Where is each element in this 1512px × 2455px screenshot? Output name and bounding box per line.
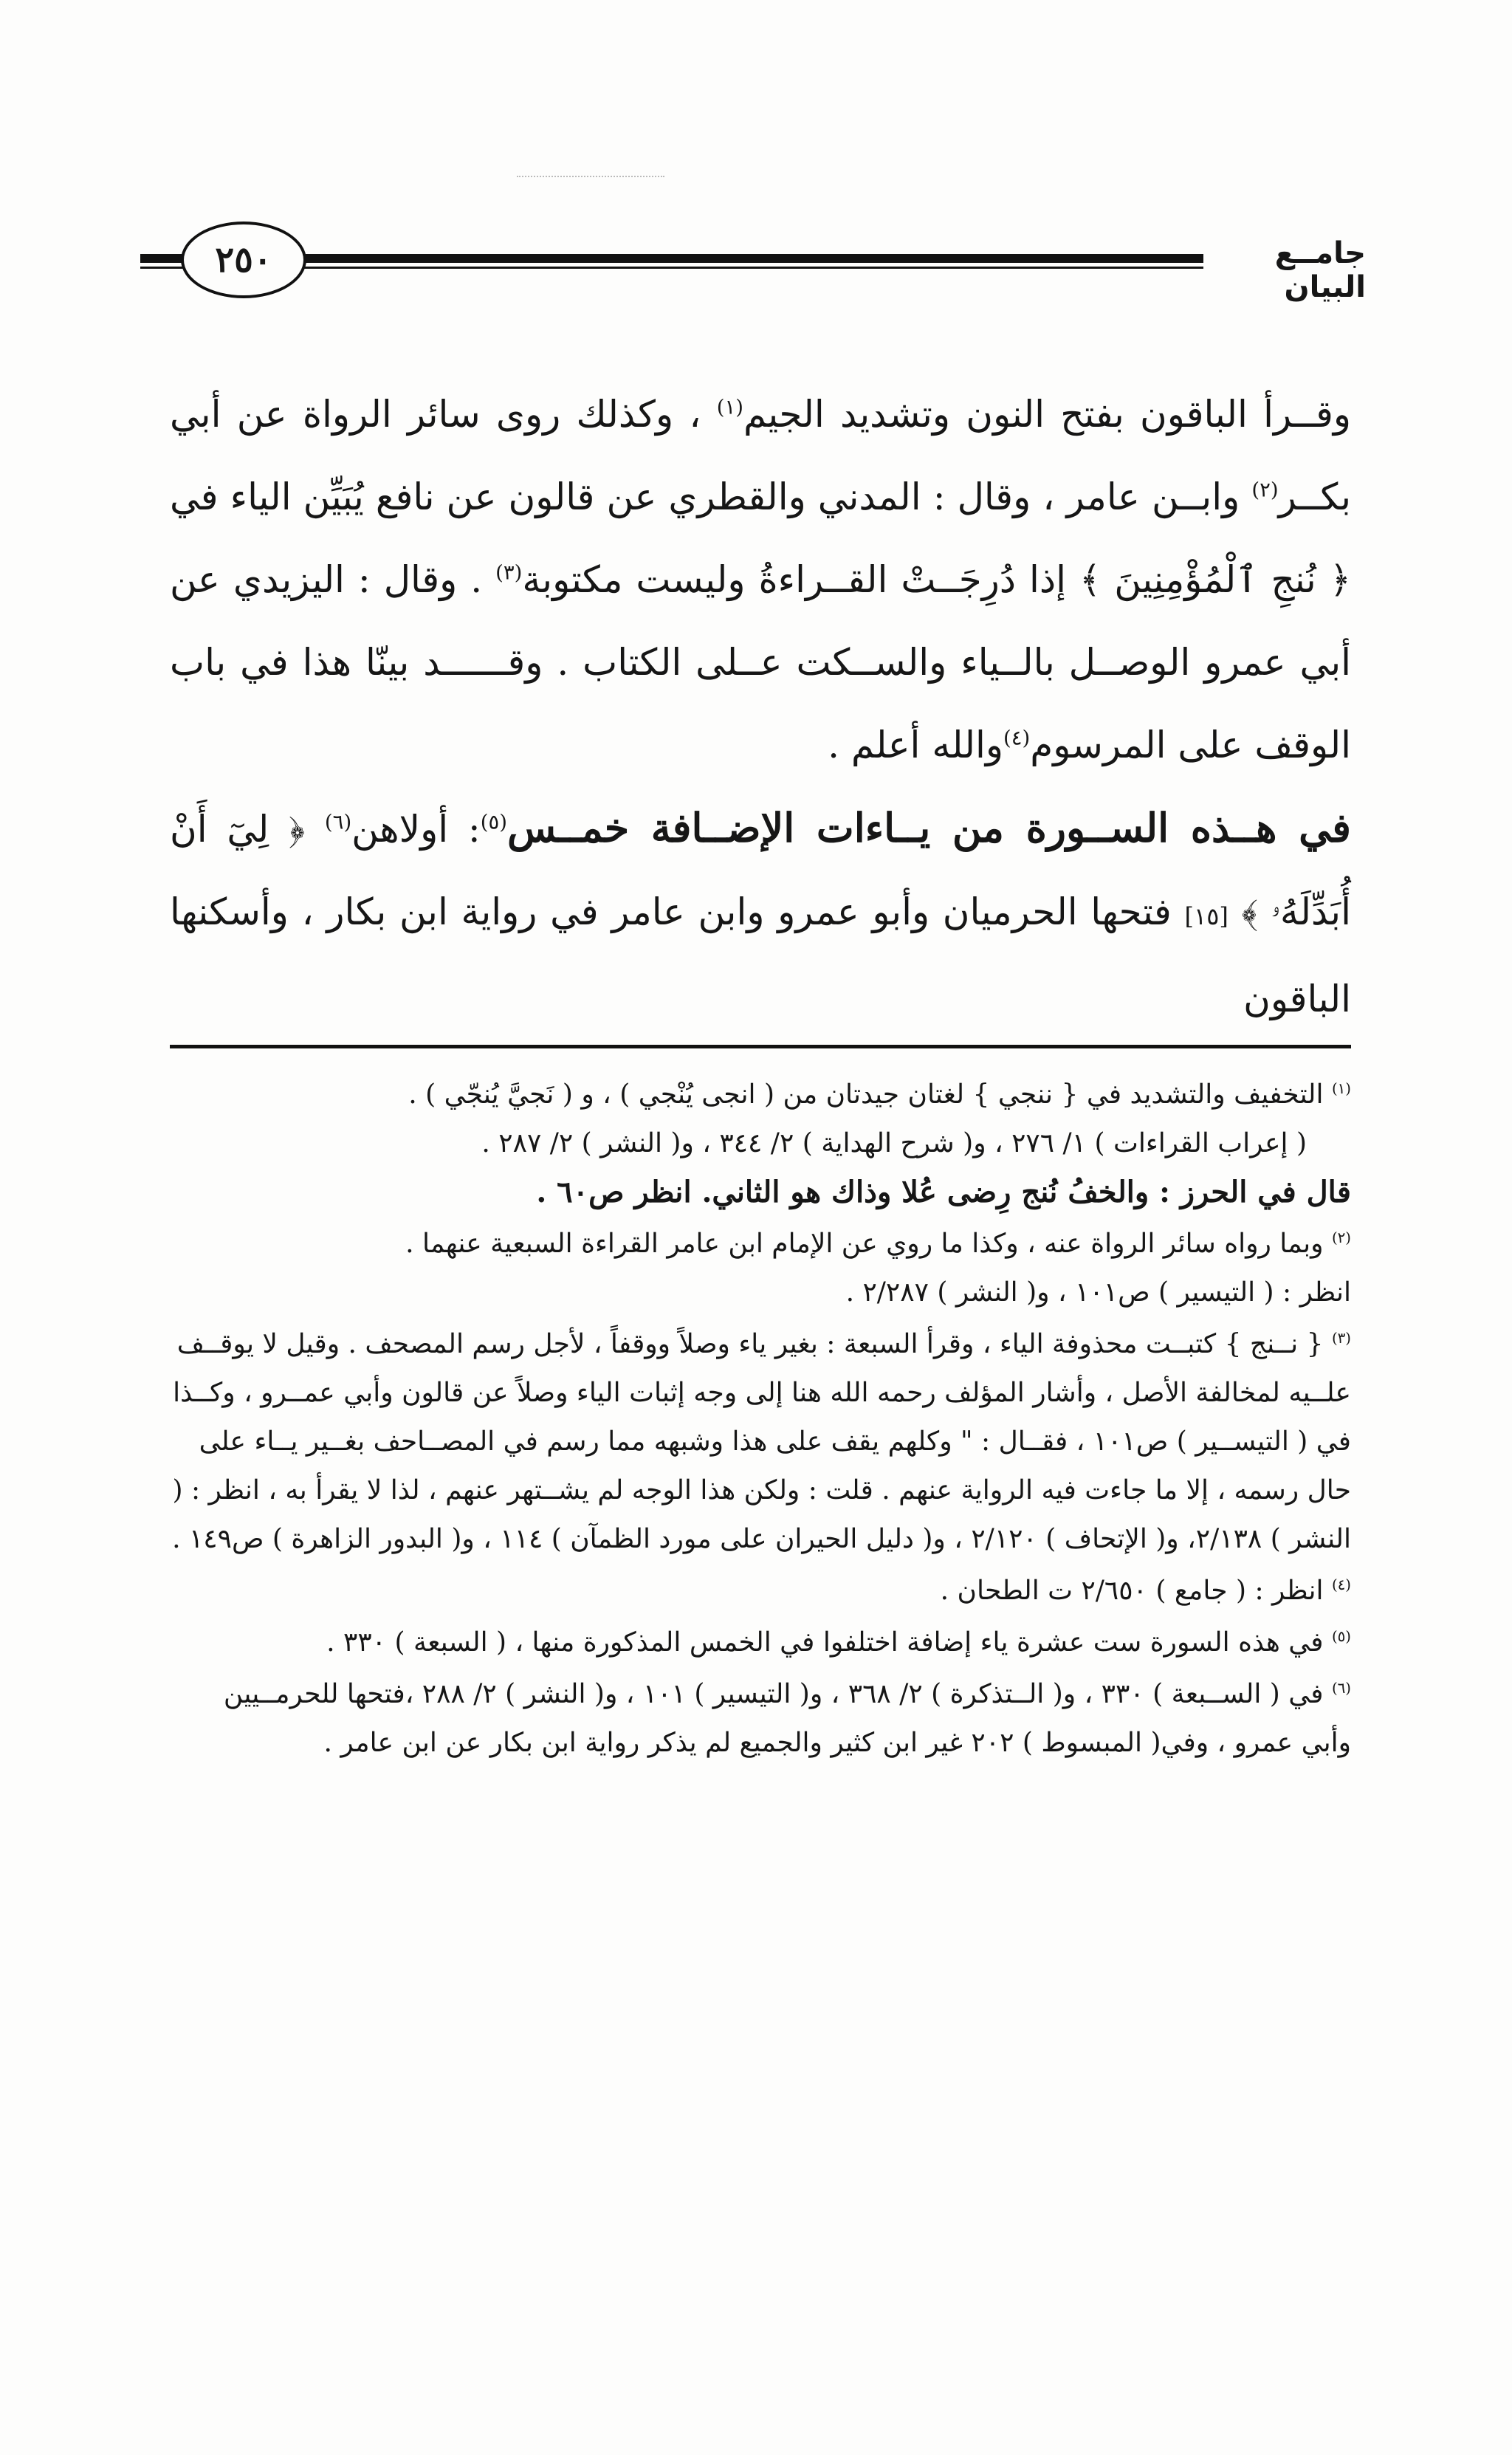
footnote-3 (170, 1320, 1351, 1564)
paragraph-1 (170, 373, 1351, 786)
footnotes (170, 1071, 1351, 1771)
after-lead: : أولاهن (351, 808, 481, 851)
footnote-ref-6[interactable]: (٦) (324, 810, 352, 834)
closing-text: فتحها الحرميان وأبو عمرو وابن عامر في رواية ابن بكار ، وأسكنها الباقون (170, 890, 1351, 1020)
page-header (140, 222, 1366, 303)
footnote-text: انظر : ( جامع ) ٢/٦٥٠ ت الطحان . (940, 1576, 1324, 1606)
footnote-number: (٥) (1331, 1628, 1351, 1645)
verse-number: [١٥] (1184, 902, 1228, 930)
scan-artifact (517, 176, 664, 179)
footnote-ref-2[interactable]: (٢) (1251, 478, 1279, 502)
footnote-ref-3[interactable]: (٣) (495, 560, 523, 585)
footnote-text: انظر : ( التيسير ) ص١٠١ ، و( النشر ) ٢/٢٨٧ . (845, 1277, 1351, 1308)
footnote-text: ( إعراب القراءات ) ١/ ٢٧٦ ، و( شرح الهداية ) ٢/ ٣٤٤ ، و( النشر ) ٢/ ٢٨٧ . (481, 1128, 1307, 1158)
footnote-number: (٦) (1331, 1680, 1351, 1697)
footnote-ref-4[interactable]: (٤) (1003, 726, 1031, 750)
body-line: وابــن عامر ، وقال : المدني والقطري عن قالون عن نافع يُبَيِّن الياء في ﴿ نُنجِ ٱلْمُؤْمِنِينَ ﴾ إذا دُرِجَــتْ القــراءةُ وليست مكتوبة (170, 475, 1351, 601)
page-number: ٢٥٠ (181, 222, 306, 298)
footnote-1 (170, 1071, 1351, 1217)
footnote-text: التخفيف والتشديد في { ننجي } لغتان جيدتان من ( انجى يُنْجي ) ، و ( نَجيَّ يُنجّي ) . (408, 1079, 1324, 1110)
footnote-divider (170, 1045, 1351, 1048)
body-line: وقــرأ الباقون بفتح النون وتشديد الجيم (743, 393, 1351, 436)
section-lead: في هــذه الســورة من يــاءات الإضــافة خمــس (507, 804, 1351, 851)
header-rule (295, 254, 1203, 270)
quran-reference: ﴿ لِيٓ أَنْ أُبَدِّلَهُۥ ﴾ (170, 808, 1351, 933)
header-left-rule (140, 254, 185, 270)
footnote-2 (170, 1220, 1351, 1317)
main-text (170, 373, 1351, 1040)
footnote-text: { نــنج } كتبــت محذوفة الياء ، وقرأ السبعة : بغير ياء وصلاً ووقفاً ، لأجل رسم المصحف . وقيل لا يوقــف علــيه لمخالفة الأصل ، وأشار المؤلف رحمه الله هنا إلى وجه إثبات الياء وصلاً عن قالون وأبي عمــرو ، وكــذا في ( التيســير ) ص١٠١ ، فقــال : " وكلهم يقف على هذا وشبهه مما رسم في المصــاحف بغــير يــاء على حال رسمه ، إلا ما جاءت فيه الرواية عنهم . قلت : ولكن هذا الوجه لم يشــتهر عنهم ، لذا لا يقرأ به ، انظر : ( النشر ) ٢/١٣٨، و( الإتحاف ) ٢/١٢٠ ، و( دليل الحيران على مورد الظمآن ) ١١٤ ، و( البدور الزاهرة ) ص١٤٩ . (172, 1329, 1351, 1554)
body-line: والله أعلم . (828, 724, 1003, 766)
footnote-text: في هذه السورة ست عشرة ياء إضافة اختلفوا في الخمس المذكورة منها ، ( السبعة ) ٣٣٠ . (326, 1627, 1324, 1658)
footnote-number: (١) (1331, 1080, 1351, 1097)
footnote-text: في ( الســبعة ) ٣٣٠ ، و( الــتذكرة ) ٢/ ٣٦٨ ، و( التيسير ) ١٠١ ، و( النشر ) ٢/ ٢٨٨ ،فتحها للحرمــيين وأبي عمرو ، وفي( المبسوط ) ٢٠٢ غير ابن كثير والجميع لم يذكر رواية ابن بكار عن ابن عامر . (223, 1679, 1351, 1758)
footnote-ref-5[interactable]: (٥) (480, 810, 507, 834)
paragraph-2 (170, 786, 1351, 1040)
footnote-number: (٢) (1331, 1229, 1351, 1246)
footnote-text: وبما رواه سائر الرواة عنه ، وكذا ما روي عن الإمام ابن عامر القراءة السبعية عنهما . (405, 1229, 1324, 1259)
footnote-5 (170, 1618, 1351, 1667)
body-line: ، وكذلك روى سائر الرواة عن أبي بكــر (170, 393, 1351, 518)
footnote-ref-1[interactable]: (١) (716, 395, 743, 419)
footnote-number: (٤) (1331, 1576, 1351, 1593)
footnote-text: قال في الحرز : والخفُ نُنج رِضى عُلا وذاك هو الثاني. انظر ص٦٠ . (536, 1175, 1351, 1209)
footnote-4 (170, 1567, 1351, 1616)
running-title: جامــع البيان (1274, 236, 1366, 304)
body-line: . وقال : اليزيدي عن أبي عمرو الوصــل بالــياء والســكت عــلى الكتاب . وقــــــد بينّا هذا في باب الوقف على المرسوم (170, 558, 1351, 766)
footnote-6 (170, 1670, 1351, 1768)
footnote-number: (٣) (1331, 1330, 1351, 1347)
